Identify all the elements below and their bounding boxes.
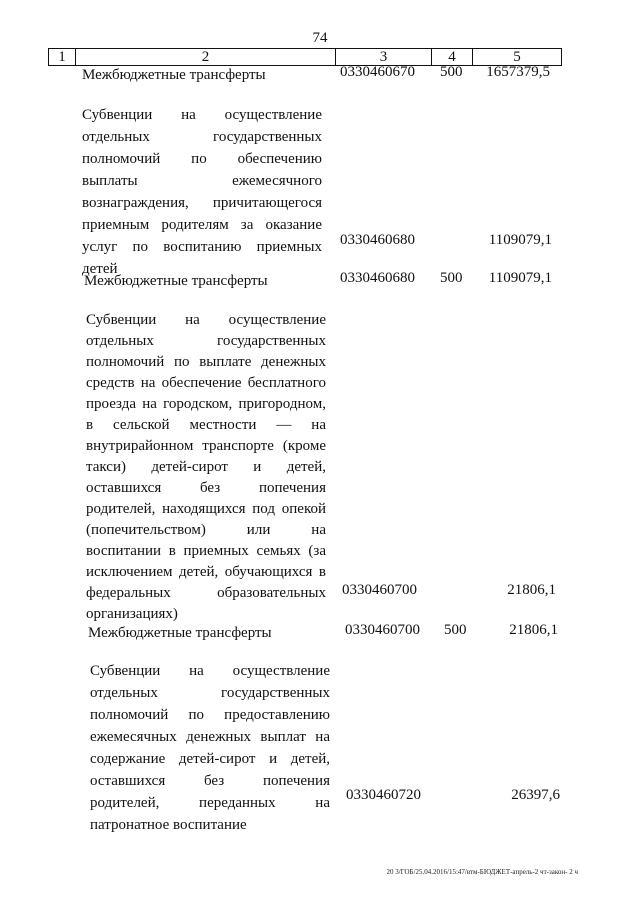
row-code: 0330460720 (346, 787, 421, 803)
row-vr: 500 (440, 64, 463, 80)
column-header-4: 4 (432, 49, 473, 66)
row-vr: 500 (440, 270, 463, 286)
row-code: 0330460700 (345, 622, 420, 638)
row-description: Межбюджетные трансферты (88, 625, 272, 641)
column-header-1: 1 (49, 49, 76, 66)
row-description: Субвенции на осуществление отдельных государственных полномочий по обеспечению выплаты ежемесячного вознаграждения, причитающегося приемным родителям за оказание услуг по воспитанию приемных детей (82, 107, 322, 277)
column-header-5: 5 (473, 49, 562, 66)
row-amount: 1109079,1 (488, 270, 552, 286)
row-amount: 1657379,5 (486, 64, 550, 80)
column-header-3: 3 (336, 49, 432, 66)
row-amount: 21806,1 (507, 582, 556, 598)
row-description: Межбюджетные трансферты (82, 67, 266, 83)
row-code: 0330460670 (340, 64, 415, 80)
row-amount: 21806,1 (509, 622, 558, 638)
row-code: 0330460680 (340, 270, 415, 286)
row-amount: 1109079,1 (488, 232, 552, 248)
row-description: Субвенции на осуществление отдельных государственных полномочий по предоставлению ежемесячных денежных выплат на содержание детей-сирот и детей, оставшихся без попечения родителей, переданных на патронатное воспитание (90, 663, 330, 833)
footer-print-stamp: 20 3/ГОБ/25.04.2016/15:47/втм-БЮДЖЕТ-апрель-2 чт-закон- 2 ч (386, 868, 578, 876)
row-description: Субвенции на осуществление отдельных государственных полномочий по выплате денежных средств на обеспечение бесплатного проезда на городском, пригородном, в сельской местности — на внутрирайонном транспорте (кроме такси) детей-сирот и детей, оставшихся без попечения родителей, находящихся под опекой (попечительством) или на воспитании в приемных семьях (за исключением детей, обучающихся в федеральных образовательных организациях) (86, 312, 326, 622)
row-code: 0330460680 (340, 232, 415, 248)
row-code: 0330460700 (342, 582, 417, 598)
row-description: Межбюджетные трансферты (84, 273, 268, 289)
page-number: 74 (312, 30, 328, 46)
row-vr: 500 (444, 622, 467, 638)
column-header-2: 2 (76, 49, 336, 66)
row-amount: 26397,6 (511, 787, 560, 803)
